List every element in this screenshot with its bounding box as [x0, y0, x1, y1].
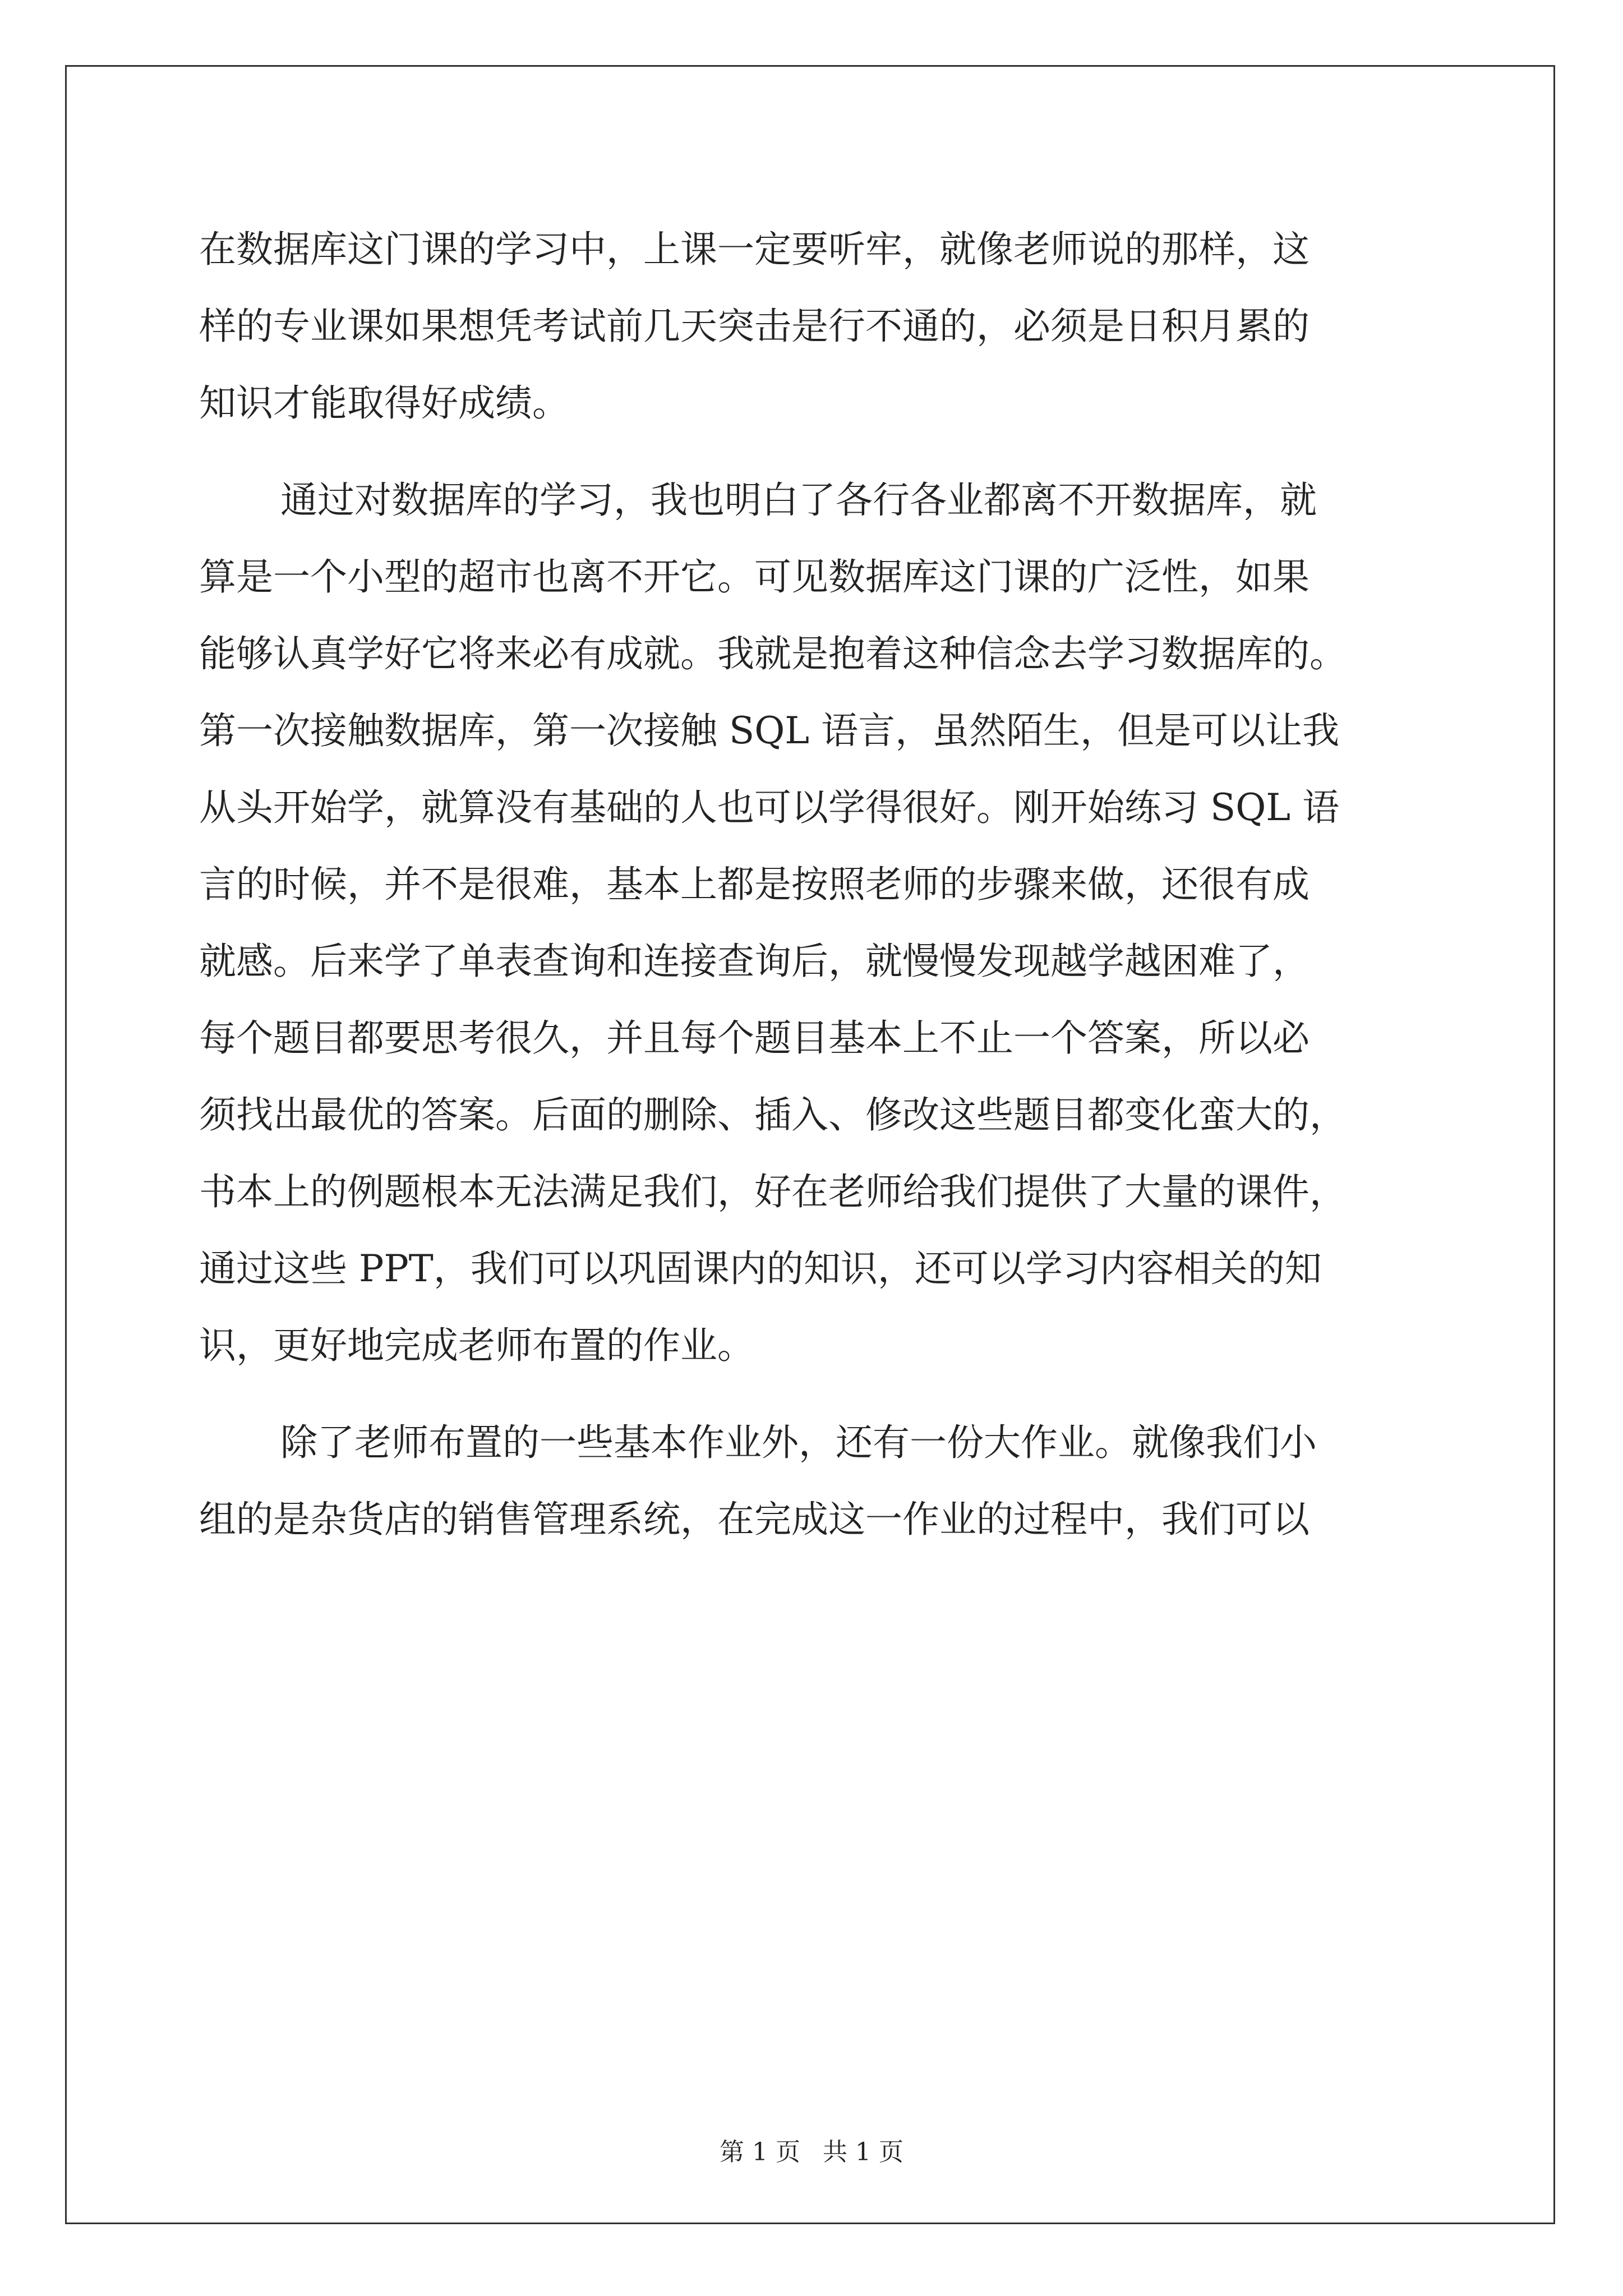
text-line: 算是一个小型的超市也离不开它。可见数据库这门课的广泛性，如果	[199, 555, 1310, 599]
text-line: 在数据库这门课的学习中，上课一定要听牢，就像老师说的那样，这	[199, 228, 1310, 271]
page-number: 第 1 页	[720, 2138, 800, 2166]
text-line: 知识才能取得好成绩。	[199, 381, 569, 425]
text-line: 通过这些 PPT，我们可以巩固课内的知识，还可以学习内容相关的知	[199, 1247, 1322, 1290]
page-total: 共 1 页	[823, 2138, 903, 2166]
paragraph-2	[199, 462, 1472, 1384]
text-line: 第一次接触数据库，第一次接触 SQL 语言，虽然陌生，但是可以让我	[199, 709, 1340, 752]
text-line: 须找出最优的答案。后面的删除、插入、修改这些题目都变化蛮大的，	[199, 1093, 1347, 1137]
text-line: 每个题目都要思考很久，并且每个题目基本上不止一个答案，所以必	[199, 1016, 1310, 1060]
text-line: 言的时候，并不是很难，基本上都是按照老师的步骤来做，还很有成	[199, 863, 1310, 906]
page-footer	[0, 2132, 1623, 2168]
text-line: 除了老师布置的一些基本作业外，还有一份大作业。就像我们小	[280, 1421, 1317, 1464]
paragraph-3	[199, 1404, 1472, 1558]
text-line: 样的专业课如果想凭考试前几天突击是行不通的，必须是日积月累的	[199, 305, 1310, 348]
text-line: 从头开始学，就算没有基础的人也可以学得很好。刚开始练习 SQL 语	[199, 786, 1340, 829]
document-body	[199, 211, 1472, 1558]
text-line: 组的是杂货店的销售管理系统，在完成这一作业的过程中，我们可以	[199, 1498, 1310, 1541]
text-line: 通过对数据库的学习，我也明白了各行各业都离不开数据库，就	[280, 478, 1317, 522]
paragraph-1	[199, 211, 1472, 441]
text-line: 能够认真学好它将来必有成就。我就是抱着这种信念去学习数据库的。	[199, 632, 1347, 675]
text-line: 识，更好地完成老师布置的作业。	[199, 1324, 754, 1367]
text-line: 书本上的例题根本无法满足我们，好在老师给我们提供了大量的课件，	[199, 1170, 1347, 1213]
text-line: 就感。后来学了单表查询和连接查询后，就慢慢发现越学越困难了，	[199, 940, 1310, 983]
